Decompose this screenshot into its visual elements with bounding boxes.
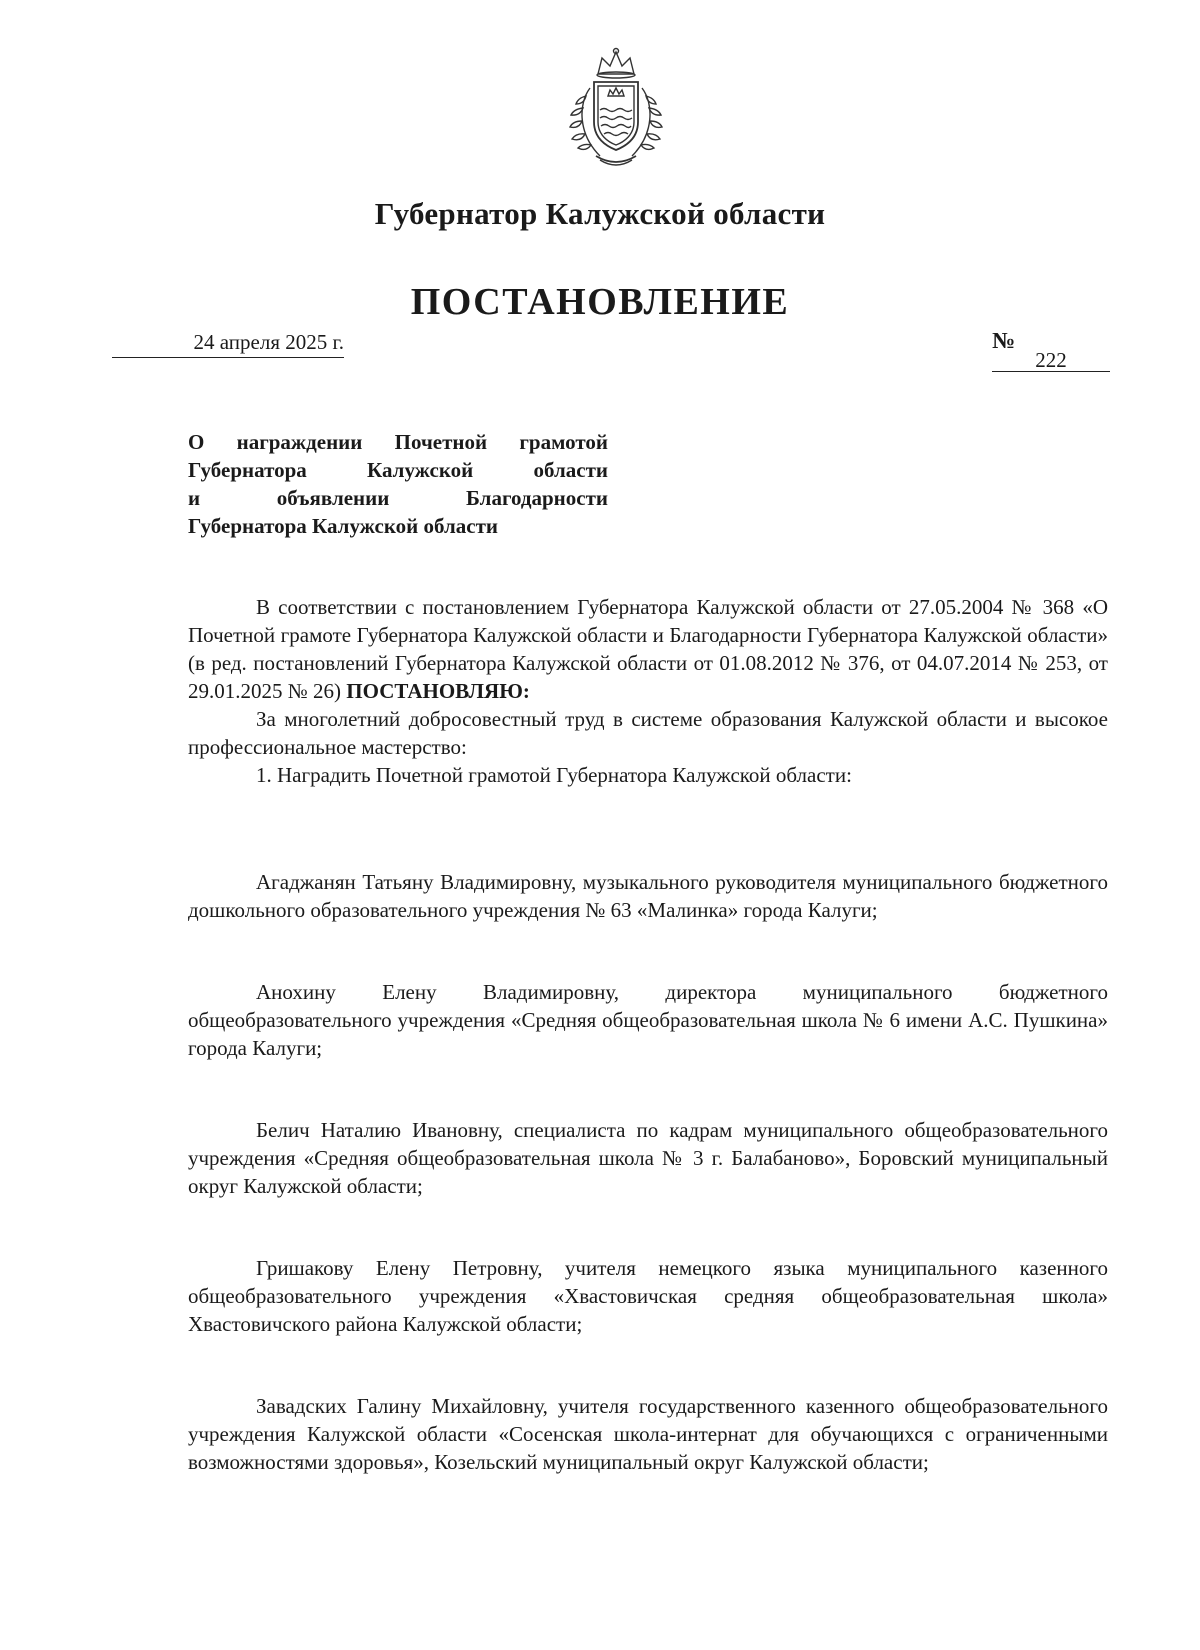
awardee-item: Гришакову Елену Петровну, учителя немецкого языка муниципального казенного общеобразовательного учреждения «Хвастовичская средняя общеобразовательная школа» Хвастовичского района Калужской области;: [188, 1256, 1108, 1336]
awardee-item: Белич Наталию Ивановну, специалиста по кадрам муниципального общеобразовательного учреждения «Средняя общеобразовательная школа № 3 г. Балабаново», Боровский муниципальный округ Калужской области;: [188, 1118, 1108, 1198]
document-number-value: 222: [992, 349, 1110, 372]
awardee-item: Завадских Галину Михайловну, учителя государственного казенного общеобразовательного учреждения Калужской области «Сосенская школа-интернат для обучающихся с ограниченными возможностями здоровья», Козельский муниципальный округ Калужской области;: [188, 1394, 1108, 1474]
awardee-item: Анохину Елену Владимировну, директора муниципального бюджетного общеобразовательного учреждения «Средняя общеобразовательная школа № 6 имени А.С. Пушкина» города Калуги;: [188, 980, 1108, 1060]
document-type-title: ПОСТАНОВЛЕНИЕ: [410, 281, 790, 323]
point-1-paragraph: 1. Наградить Почетной грамотой Губернатора Калужской области:: [256, 763, 852, 787]
awardee-item: Агаджанян Татьяну Владимировну, музыкального руководителя муниципального бюджетного дошкольного образовательного учреждения № 63 «Малинка» города Калуги;: [188, 870, 1108, 922]
subject-line: Губернатора Калужской области: [188, 458, 608, 482]
document-number-label: №: [992, 328, 1016, 353]
awardees-list: [188, 868, 1108, 1530]
preamble-section: [188, 593, 1108, 789]
document-date-value: 24 апреля 2025 г.: [193, 330, 344, 354]
legal-basis-text: В соответствии с постановлением Губернатора Калужской области от 27.05.2004 № 368 «О Почетной грамоте Губернатора Калужской области и Благодарности Губернатора Калужской области» (в ред. постановлений Губернатора Калужской области от 01.08.2012 № 376, от 04.07.2014 № 253, от 29.01.2025 № 26): [188, 595, 1108, 703]
subject-line: и объявлении Благодарности: [188, 486, 608, 510]
legal-basis-paragraph: [188, 593, 1108, 705]
document-subject: [188, 428, 608, 540]
decree-word: ПОСТАНОВЛЯЮ:: [346, 679, 530, 703]
kaluga-region-coat-of-arms-icon: [560, 44, 672, 172]
document-number: [992, 328, 1132, 380]
coat-of-arms-emblem: [560, 44, 672, 172]
subject-line: Губернатора Калужской области: [188, 514, 499, 538]
subject-line: О награждении Почетной грамотой: [188, 430, 608, 454]
document-date: [112, 330, 344, 358]
issuing-authority: Губернатор Калужской области: [374, 196, 826, 231]
award-reason-paragraph: За многолетний добросовестный труд в системе образования Калужской области и высокое профессиональное мастерство:: [188, 707, 1108, 759]
